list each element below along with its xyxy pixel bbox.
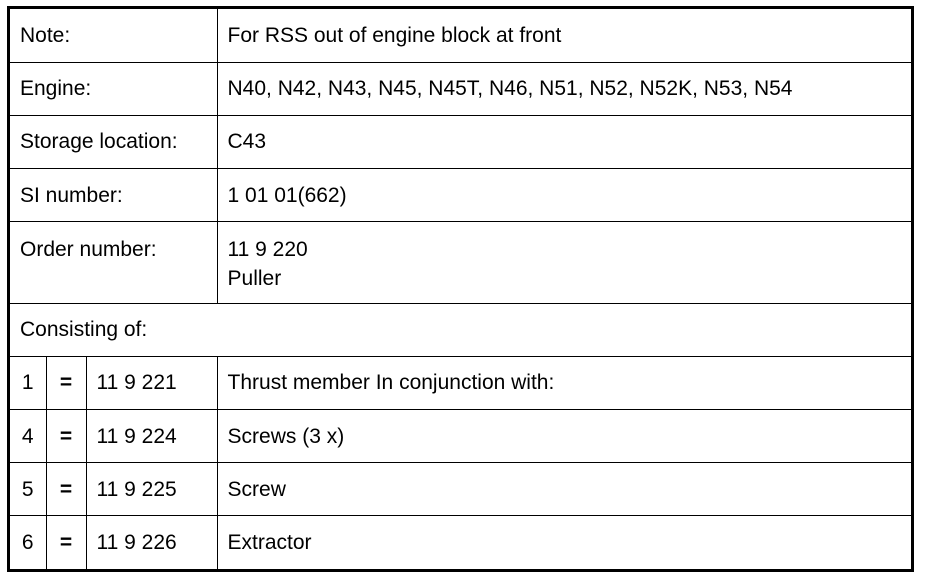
part-number: 11 9 224	[86, 409, 217, 462]
storage-location-value: C43	[217, 115, 911, 168]
part-row	[10, 463, 911, 516]
part-equals-sign: =	[46, 409, 86, 462]
si-number-row	[10, 169, 911, 222]
note-label: Note:	[10, 9, 217, 62]
consisting-of-label: Consisting of:	[10, 303, 911, 356]
order-number-label: Order number:	[10, 222, 217, 303]
note-value: For RSS out of engine block at front	[217, 9, 911, 62]
consisting-of-row	[10, 303, 911, 356]
order-number-description: Puller	[227, 267, 282, 291]
part-equals-sign: =	[46, 356, 86, 409]
order-number-code: 11 9 220	[227, 238, 308, 262]
engine-value: N40, N42, N43, N45, N45T, N46, N51, N52, N52K, N53, N54	[217, 62, 911, 115]
part-index: 4	[10, 409, 46, 462]
part-row	[10, 409, 911, 462]
part-index: 1	[10, 356, 46, 409]
part-index: 6	[10, 516, 46, 569]
part-row	[10, 356, 911, 409]
tool-spec-sheet	[7, 6, 914, 572]
part-number: 11 9 221	[86, 356, 217, 409]
part-row	[10, 516, 911, 569]
part-description: Thrust member In conjunction with:	[217, 356, 911, 409]
storage-location-row	[10, 115, 911, 168]
engine-row	[10, 62, 911, 115]
part-equals-sign: =	[46, 463, 86, 516]
part-number: 11 9 226	[86, 516, 217, 569]
engine-label: Engine:	[10, 62, 217, 115]
tool-spec-table	[10, 9, 911, 569]
order-number-value	[217, 222, 911, 303]
si-number-value: 1 01 01(662)	[217, 169, 911, 222]
part-index: 5	[10, 463, 46, 516]
storage-location-label: Storage location:	[10, 115, 217, 168]
si-number-label: SI number:	[10, 169, 217, 222]
order-number-row	[10, 222, 911, 303]
note-row	[10, 9, 911, 62]
part-equals-sign: =	[46, 516, 86, 569]
part-description: Screw	[217, 463, 911, 516]
part-description: Screws (3 x)	[217, 409, 911, 462]
part-description: Extractor	[217, 516, 911, 569]
part-number: 11 9 225	[86, 463, 217, 516]
